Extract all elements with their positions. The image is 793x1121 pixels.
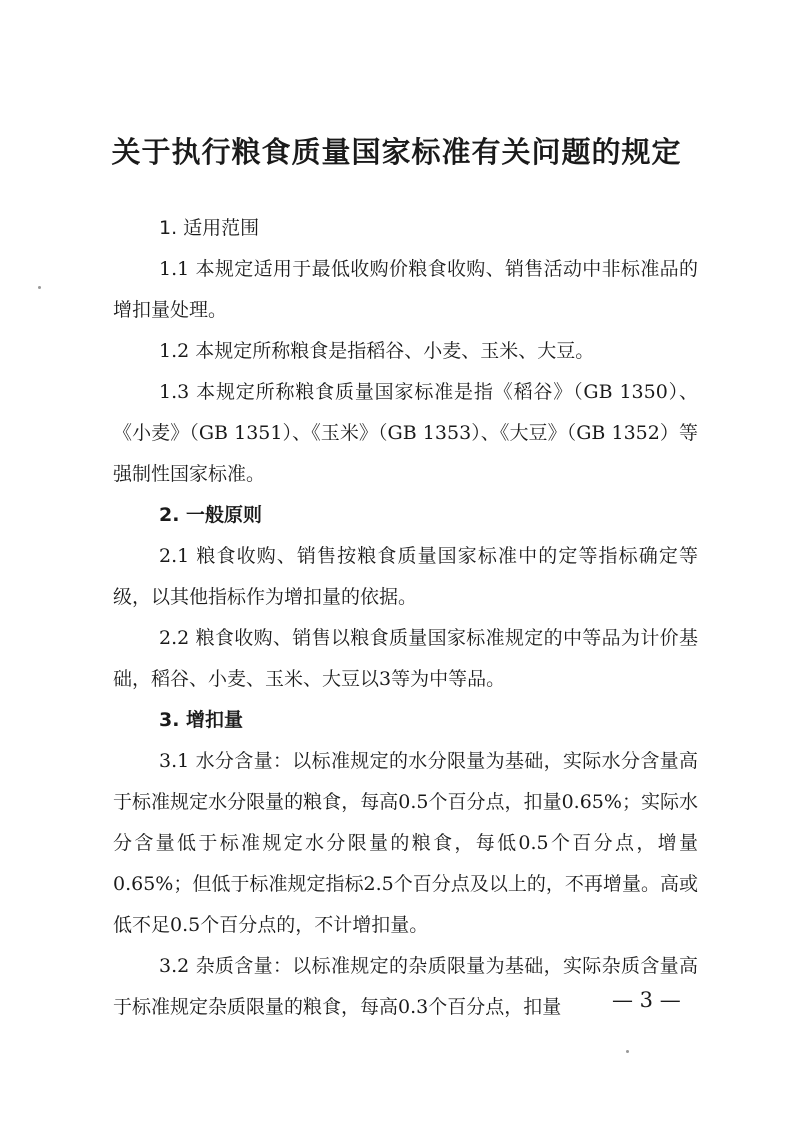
- section-heading-1: 1. 适用范围: [159, 217, 260, 239]
- section-heading-3: 3. 增扣量: [159, 709, 244, 731]
- paragraph-3-2: 3.2 杂质含量：以标准规定的杂质限量为基础，实际杂质含量高于标准规定杂质限量的粮食，每高0.3个百分点，扣量: [113, 955, 698, 1018]
- document-body: [113, 208, 698, 1028]
- scan-speck: [38, 286, 41, 289]
- paragraph-1-2: 1.2 本规定所称粮食是指稻谷、小麦、玉米、大豆。: [159, 340, 595, 362]
- paragraph-2-1: 2.1 粮食收购、销售按粮食质量国家标准中的定等指标确定等级，以其他指标作为增扣量的依据。: [113, 545, 698, 608]
- paragraph-3-1: 3.1 水分含量：以标准规定的水分限量为基础，实际水分含量高于标准规定水分限量的粮食，每高0.5个百分点，扣量0.65%；实际水分含量低于标准规定水分限量的粮食，每低0.5个百分点，增量0.65%；但低于标准规定指标2.5个百分点及以上的，不再增量。高或低不足0.5个百分点的，不计增扣量。: [113, 750, 698, 936]
- document-title: 关于执行粮食质量国家标准有关问题的规定: [111, 135, 682, 169]
- page-number: — 3 —: [612, 988, 681, 1012]
- paragraph-1-3: 1.3 本规定所称粮食质量国家标准是指《稻谷》（GB 1350）、《小麦》（GB 1351）、《玉米》（GB 1353）、《大豆》（GB 1352）等强制性国家标准。: [113, 381, 698, 485]
- scan-speck: [626, 1050, 629, 1053]
- paragraph-2-2: 2.2 粮食收购、销售以粮食质量国家标准规定的中等品为计价基础，稻谷、小麦、玉米、大豆以3等为中等品。: [113, 627, 698, 690]
- paragraph-1-1: 1.1 本规定适用于最低收购价粮食收购、销售活动中非标准品的增扣量处理。: [113, 258, 698, 321]
- section-heading-2: 2. 一般原则: [159, 504, 263, 526]
